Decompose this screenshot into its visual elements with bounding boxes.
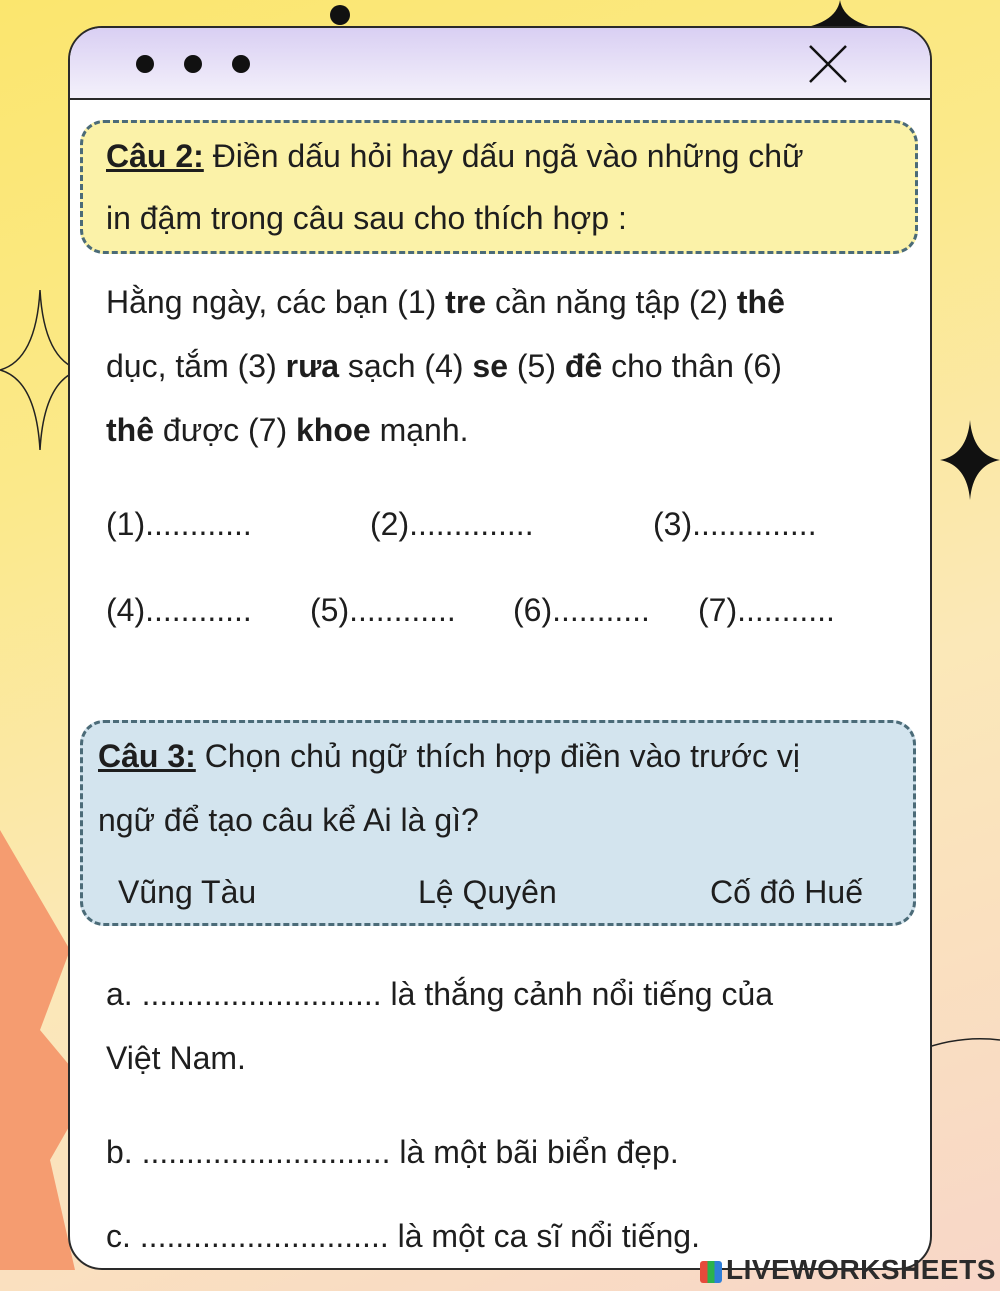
- answer-c[interactable]: c. ............................ là một ca sĩ nổi tiếng.: [106, 1218, 700, 1254]
- blank-4-input[interactable]: (4)............: [106, 592, 252, 628]
- sparkle-right-icon: [940, 420, 1000, 500]
- passage-text: Hằng ngày, các bạn (1): [106, 284, 446, 320]
- bold-word-4: se: [472, 348, 508, 384]
- passage-text: cần năng tập (2): [486, 284, 737, 320]
- blank-1-input[interactable]: (1)............: [106, 506, 252, 542]
- question-3-prompt: Chọn chủ ngữ thích hợp điền vào trước vị: [195, 738, 801, 774]
- question-2-prompt: Điền dấu hỏi hay dấu ngã vào những chữ: [203, 138, 804, 174]
- blank-3-input[interactable]: (3)..............: [653, 506, 817, 542]
- bold-word-5: đê: [564, 348, 603, 384]
- question-2-line2: in đậm trong câu sau cho thích hợp :: [106, 200, 627, 236]
- option-vung-tau[interactable]: Vũng Tàu: [118, 874, 257, 910]
- title-bar: [70, 28, 930, 100]
- window-dot-3: [232, 55, 250, 73]
- logo-text: LIVEWORKSHEETS: [726, 1254, 996, 1285]
- question-2-line1: [106, 138, 804, 175]
- blank-5-input[interactable]: (5)............: [310, 592, 456, 628]
- bold-word-1: tre: [445, 284, 487, 320]
- worksheet-window: [68, 26, 932, 1270]
- passage-text: sạch (4): [339, 348, 473, 384]
- bold-word-3: rưa: [285, 348, 340, 384]
- passage-line-3: [106, 412, 469, 449]
- bold-word-2: thê: [736, 284, 785, 320]
- answer-b[interactable]: b. ............................ là một bãi biển đẹp.: [106, 1134, 679, 1170]
- answer-a-line1[interactable]: a. ........................... là thắng cảnh nổi tiếng của: [106, 976, 774, 1012]
- question-2-label: Câu 2:: [106, 138, 204, 174]
- blank-7-input[interactable]: (7)...........: [698, 592, 835, 628]
- blank-6-input[interactable]: (6)...........: [513, 592, 650, 628]
- answer-a-line2: Việt Nam.: [106, 1040, 246, 1076]
- liveworksheets-logo: [700, 1254, 996, 1286]
- bold-word-7: khoe: [295, 412, 371, 448]
- top-dot: [330, 5, 350, 25]
- window-dot-2: [184, 55, 202, 73]
- passage-text: được (7): [154, 412, 296, 448]
- passage-line-1: [106, 284, 785, 321]
- window-dot-1: [136, 55, 154, 73]
- close-x-icon[interactable]: [806, 42, 850, 86]
- passage-line-2: [106, 348, 782, 385]
- passage-text: cho thân (6): [602, 348, 782, 384]
- passage-text: dục, tắm (3): [106, 348, 286, 384]
- passage-text: (5): [508, 348, 565, 384]
- arc-line: [920, 1030, 1000, 1070]
- option-le-quyen[interactable]: Lệ Quyên: [418, 874, 557, 910]
- question-3-line1: [98, 738, 800, 775]
- question-3-line2: ngữ để tạo câu kể Ai là gì?: [98, 802, 479, 838]
- option-co-do-hue[interactable]: Cố đô Huế: [710, 874, 863, 910]
- blank-2-input[interactable]: (2)..............: [370, 506, 534, 542]
- passage-text: mạnh.: [370, 412, 469, 448]
- question-3-label: Câu 3:: [98, 738, 196, 774]
- logo-mark-icon: [700, 1261, 722, 1283]
- bold-word-6: thê: [106, 412, 154, 448]
